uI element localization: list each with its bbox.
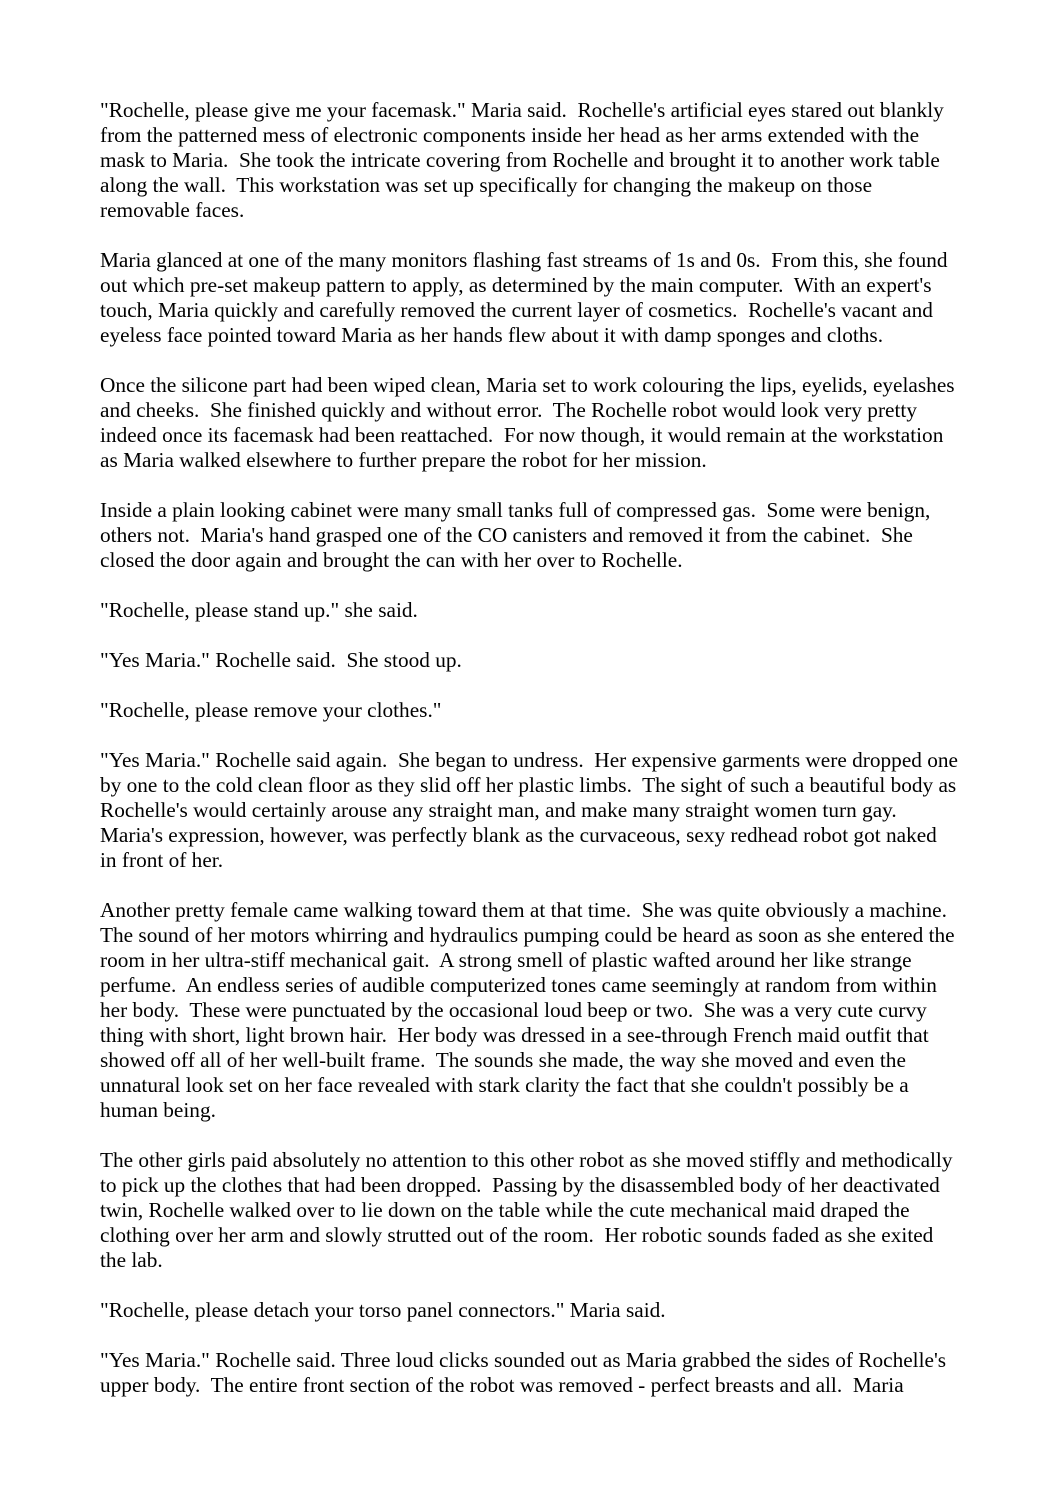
paragraph-6: "Yes Maria." Rochelle said. She stood up. bbox=[100, 648, 462, 672]
paragraph-5: "Rochelle, please stand up." she said. bbox=[100, 598, 418, 622]
paragraph-4: Inside a plain looking cabinet were many small tanks full of compressed gas. Some were benign, others not. Maria's hand grasped one of the CO canisters and removed it from the cabinet. She closed the door again and brought the can with her over to Rochelle. bbox=[100, 498, 936, 572]
paragraph-1: "Rochelle, please give me your facemask." Maria said. Rochelle's artificial eyes stared out blankly from the patterned mess of electronic components inside her head as her arms extended with the mask to Maria. She took the intricate covering from Rochelle and brought it to another work table along the wall. This workstation was set up specifically for changing the makeup on those removable faces. bbox=[100, 98, 950, 222]
paragraph-12: "Yes Maria." Rochelle said. Three loud clicks sounded out as Maria grabbed the sides of Rochelle's upper body. The entire front section of the robot was removed - perfect breasts and all. Maria bbox=[100, 1348, 952, 1397]
paragraph-8: "Yes Maria." Rochelle said again. She began to undress. Her expensive garments were dropped one by one to the cold clean floor as they slid off her plastic limbs. The sight of such a beautiful body as Rochelle's would certainly arouse any straight man, and make many straight women turn gay. Maria's expression, however, was perfectly blank as the curvaceous, sexy redhead robot got naked in front of her. bbox=[100, 748, 964, 872]
paragraph-7: "Rochelle, please remove your clothes." bbox=[100, 698, 442, 722]
paragraph-3: Once the silicone part had been wiped clean, Maria set to work colouring the lips, eyelids, eyelashes and cheeks. She finished quickly and without error. The Rochelle robot would look very pretty indeed once its facemask had been reattached. For now though, it would remain at the workstation as Maria walked elsewhere to further prepare the robot for her mission. bbox=[100, 373, 960, 472]
paragraph-11: "Rochelle, please detach your torso panel connectors." Maria said. bbox=[100, 1298, 666, 1322]
paragraph-2: Maria glanced at one of the many monitors flashing fast streams of 1s and 0s. From this, she found out which pre-set makeup pattern to apply, as determined by the main computer. With an expert's touch, Maria quickly and carefully removed the current layer of cosmetics. Rochelle's vacant and eyeless face pointed toward Maria as her hands flew about it with damp sponges and cloths. bbox=[100, 248, 953, 347]
paragraph-10: The other girls paid absolutely no attention to this other robot as she moved stiffly and methodically to pick up the clothes that had been dropped. Passing by the disassembled body of her deactivated twin, Rochelle walked over to lie down on the table while the cute mechanical maid draped the clothing over her arm and slowly strutted out of the room. Her robotic sounds faded as she exited the lab. bbox=[100, 1148, 958, 1272]
paragraph-9: Another pretty female came walking toward them at that time. She was quite obviously a machine. The sound of her motors whirring and hydraulics pumping could be heard as soon as she entered the room in her ultra-stiff mechanical gait. A strong smell of plastic wafted around her like strange perfume. An endless series of audible computerized tones came seemingly at random from within her body. These were punctuated by the occasional loud beep or two. She was a very cute curvy thing with short, light brown hair. Her body was dressed in a see-through French maid outfit that showed off all of her well-built frame. The sounds she made, the way she moved and even the unnatural look set on her face revealed with stark clarity the fact that she couldn't possibly be a human being. bbox=[100, 898, 960, 1122]
